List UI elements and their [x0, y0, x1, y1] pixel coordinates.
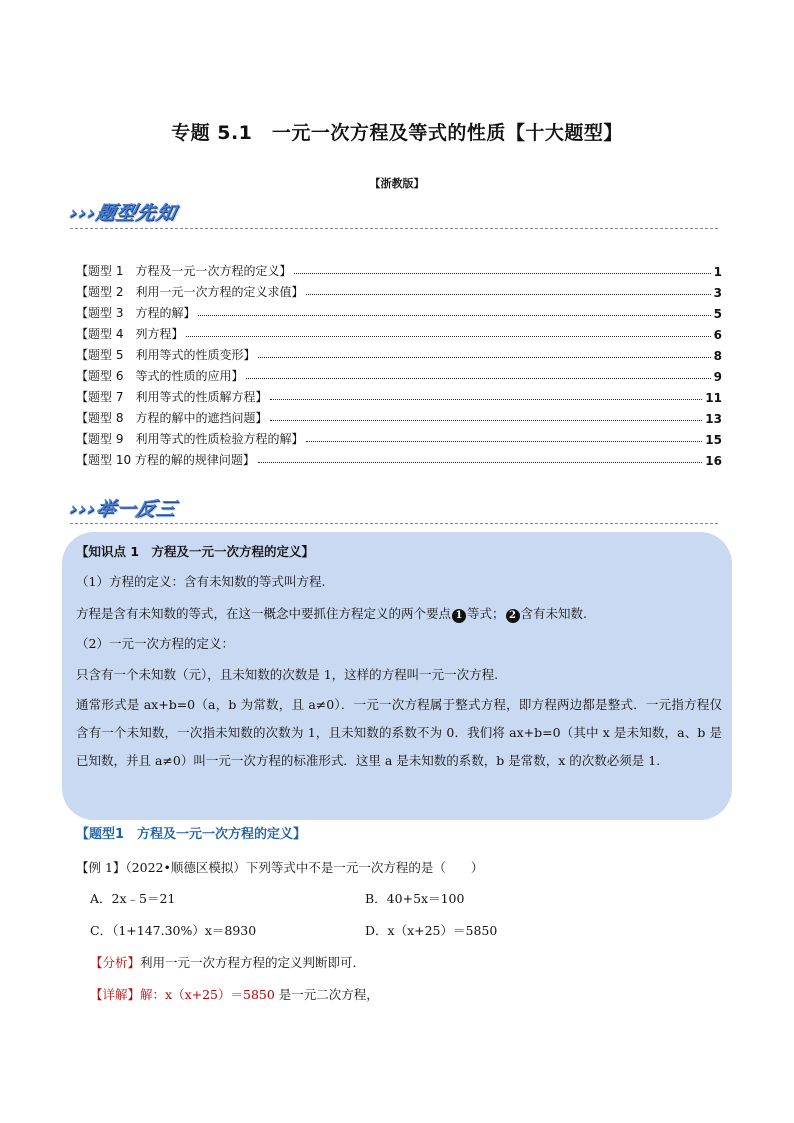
toc-leader-dots: [270, 419, 702, 421]
toc-item-label: 【题型 5 利用等式的性质变形】: [76, 348, 256, 362]
toc-item-page: 15: [705, 433, 722, 447]
option-b: B．40+5x＝100: [365, 891, 465, 906]
toc-item[interactable]: [76, 447, 722, 468]
toc-item[interactable]: [76, 279, 722, 300]
toc-item-page: 16: [705, 454, 722, 468]
analysis-text: 利用一元一次方程方程的定义判断即可．: [140, 955, 366, 970]
toc-item-label: 【题型 7 利用等式的性质解方程】: [76, 390, 268, 404]
example-question: 【例 1】（2022•顺德区模拟）下列等式中不是一元一次方程的是（ ）: [76, 860, 484, 875]
analysis-tag: 【分析】: [90, 955, 141, 970]
detail-line: [90, 985, 379, 1003]
toc-item-page: 8: [713, 349, 722, 363]
equation-definition-text: 方程是含有未知数的等式，在这一概念中要抓住方程定义的两个要点: [76, 606, 452, 621]
toc-item[interactable]: [76, 342, 722, 363]
toc-item-page: 5: [713, 307, 722, 321]
toc-item-page: 1: [713, 265, 722, 279]
toc-item-label: 【题型 2 利用一元一次方程的定义求值】: [76, 285, 304, 299]
toc-item-page: 9: [713, 370, 722, 384]
divider: [70, 228, 718, 229]
toc-item-page: 11: [705, 391, 722, 405]
toc-item-label: 【题型 6 等式的性质的应用】: [76, 369, 244, 383]
toc-item[interactable]: [76, 363, 722, 384]
equation-definition-text: 含有未知数.: [520, 606, 588, 621]
toc-item-label: 【题型 4 列方程】: [76, 327, 184, 341]
toc-leader-dots: [270, 398, 702, 400]
linear-equation-line: 只含有一个未知数（元），且未知数的次数是 1，这样的方程叫一元一次方程.: [76, 667, 499, 682]
toc-leader-dots: [198, 314, 710, 316]
toc-item[interactable]: [76, 300, 722, 321]
detail-text: 是一元二次方程，: [274, 987, 379, 1002]
type-heading: 【题型1 方程及一元一次方程的定义】: [76, 827, 307, 842]
option-a: A．2x﹣5＝21: [90, 891, 176, 906]
toc-leader-dots: [294, 272, 710, 274]
equation-definition-heading: （1）方程的定义：含有未知数的等式叫方程.: [76, 574, 326, 589]
toc-item[interactable]: [76, 384, 722, 405]
circled-number-1: 1: [452, 609, 466, 623]
analysis-line: [90, 953, 365, 971]
detail-text: 解：: [140, 987, 166, 1002]
section-banner-practice: ›››举一反三: [67, 498, 179, 520]
circled-number-2: 2: [506, 609, 520, 623]
toc-item[interactable]: [76, 405, 722, 426]
detail-tag: 【详解】: [90, 987, 141, 1002]
toc-leader-dots: [306, 440, 702, 442]
toc-item-label: 【题型 1 方程及一元一次方程的定义】: [76, 264, 292, 278]
linear-equation-paragraph: 通常形式是 ax+b=0（a，b 为常数，且 a≠0）．一元一次方程属于整式方程，即方程两边都是整式．一元指方程仅含有一个未知数，一次指未知数的次数为 1，且未知数的系数不为 0．我们将 ax+b=0（其中 x 是未知数，a、b 是已知数，并且 a≠0）叫一元一次方程的标准形式．这里 a 是未知数的系数，b 是常数，x 的次数必须是 1.: [76, 697, 722, 768]
toc-item[interactable]: [76, 258, 722, 279]
divider: [70, 523, 718, 524]
equation-definition-body: [76, 604, 587, 623]
toc-item-label: 【题型 9 利用等式的性质检验方程的解】: [76, 432, 304, 446]
toc-leader-dots: [258, 356, 710, 358]
toc-item-page: 13: [705, 412, 722, 426]
toc-item[interactable]: [76, 321, 722, 342]
toc-item-page: 3: [713, 286, 722, 300]
toc-item-page: 6: [713, 328, 722, 342]
toc-item-label: 【题型 3 方程的解】: [76, 306, 196, 320]
detail-formula: x（x+25）＝5850: [165, 987, 275, 1002]
knowledge-point-title: 【知识点 1 方程及一元一次方程的定义】: [76, 544, 315, 559]
toc-leader-dots: [258, 461, 702, 463]
option-c: C．（1+147.30%）x＝8930: [90, 923, 257, 938]
option-d: D．x（x+25）＝5850: [365, 923, 498, 938]
edition-label: 【浙教版】: [369, 177, 425, 190]
toc-leader-dots: [186, 335, 710, 337]
toc-item-label: 【题型 10 方程的解的规律问题】: [76, 453, 255, 467]
toc-item[interactable]: [76, 426, 722, 447]
linear-equation-heading: （2）一元一次方程的定义：: [76, 636, 234, 651]
section-banner-preview: ›››题型先知: [67, 202, 179, 224]
page-title: 专题 5.1 一元一次方程及等式的性质【十大题型】: [171, 122, 623, 144]
equation-definition-text: 等式；: [467, 606, 505, 621]
toc-leader-dots: [306, 293, 710, 295]
table-of-contents: [76, 258, 722, 468]
toc-item-label: 【题型 8 方程的解中的遮挡问题】: [76, 411, 268, 425]
toc-leader-dots: [246, 377, 710, 379]
